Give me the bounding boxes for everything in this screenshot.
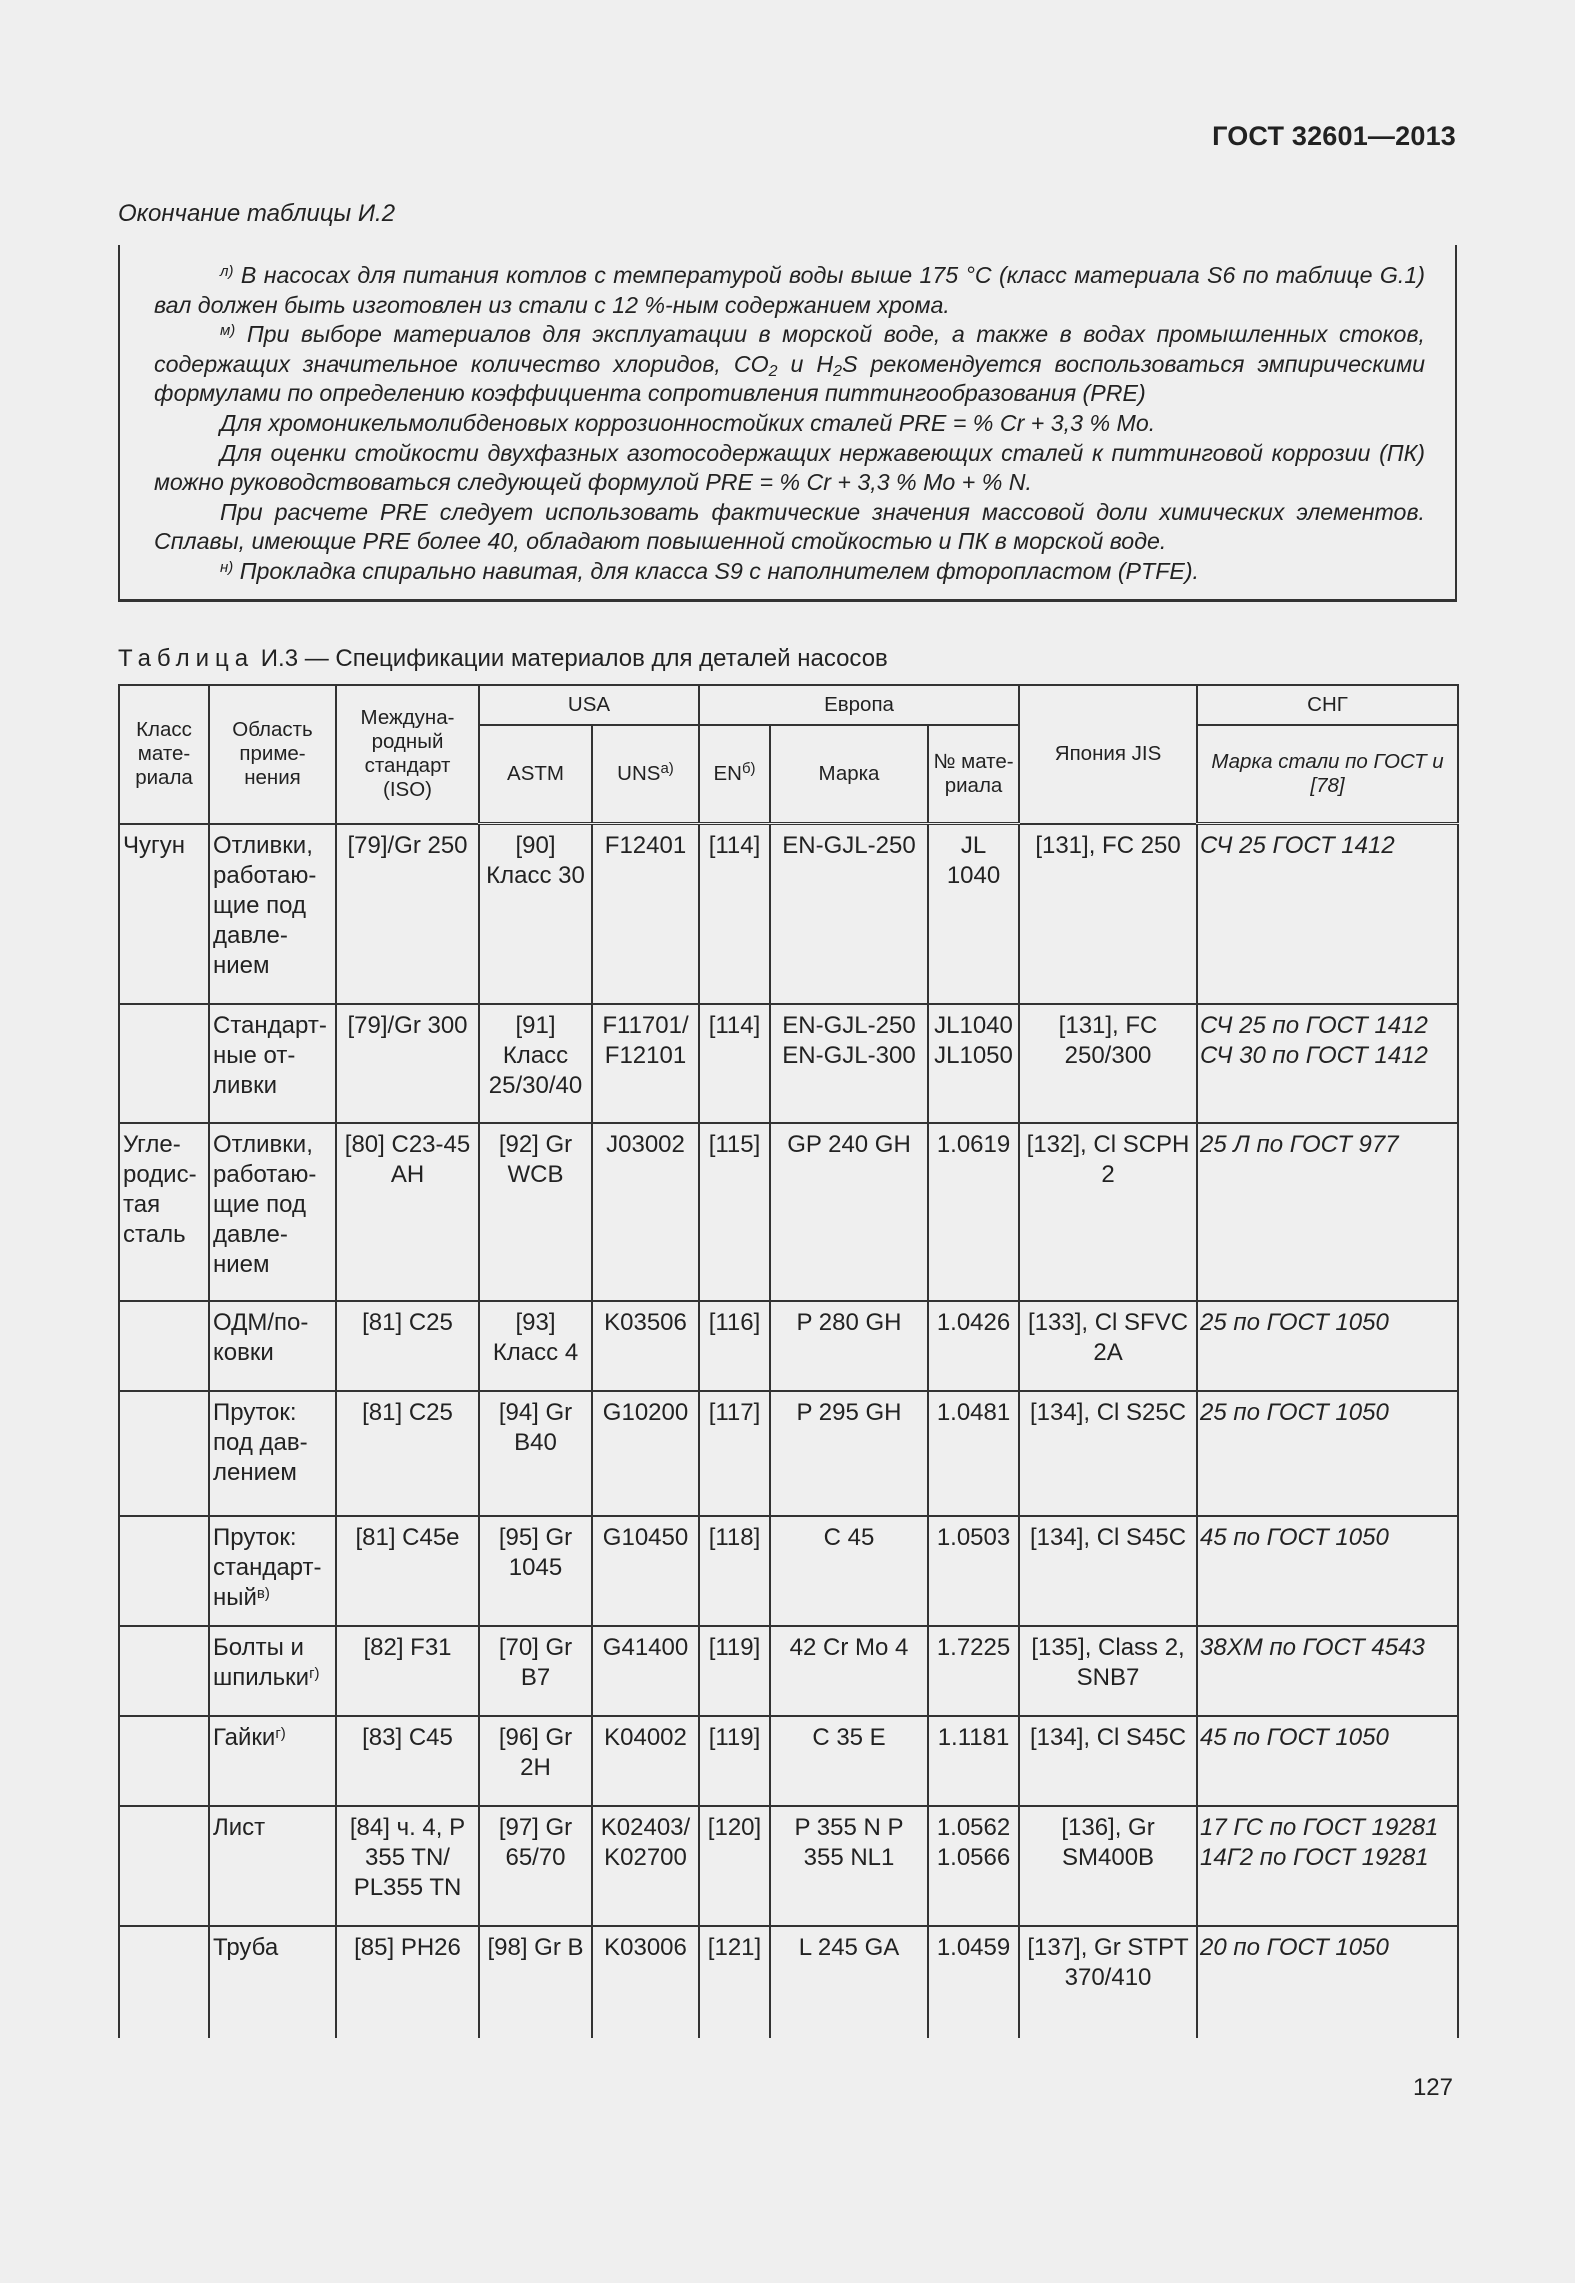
cell-uns: F11701/ F12101 [592,1004,699,1123]
table-row [119,1301,1458,1391]
header-material-number: № мате-риала [928,725,1019,824]
header-cis: СНГ [1197,685,1458,725]
cell-en: [119] [699,1716,770,1806]
cell-cis: СЧ 25 по ГОСТ 1412 СЧ 30 по ГОСТ 1412 [1197,1004,1458,1123]
cell-iso: [81] C45e [336,1516,479,1626]
table-row [119,1926,1458,2038]
cell-en: [120] [699,1806,770,1926]
cell-uns: K03506 [592,1301,699,1391]
cell-cis: 17 ГС по ГОСТ 19281 14Г2 по ГОСТ 19281 [1197,1806,1458,1926]
cell-astm: [90] Класс 30 [479,824,592,1004]
note-n: $^{н)}$ Прокладка спирально навитая, для класса S9 с наполнителем фторопластом (PTFE). [220,557,1199,584]
cell-jis: [134], Cl S25C [1019,1391,1197,1516]
cell-jis: [137], Gr STPT 370/410 [1019,1926,1197,2038]
cell-astm: [95] Gr 1045 [479,1516,592,1626]
table-title: Таблица И.3 — Спецификации материалов для деталей насосов [118,645,888,672]
table-row [119,1716,1458,1806]
cell-material-number: 1.0481 [928,1391,1019,1516]
cell-area: Лист [209,1806,336,1926]
cell-mark: C 45 [770,1516,928,1626]
cell-cis: 38ХМ по ГОСТ 4543 [1197,1626,1458,1716]
cell-en: [121] [699,1926,770,2038]
cell-en: [118] [699,1516,770,1626]
cell-en: [114] [699,824,770,1004]
page-number: 127 [1412,2074,1453,2101]
cell-uns: K02403/ K02700 [592,1806,699,1926]
header-mark: Марка [770,725,928,824]
cell-area: Отливки, работаю-щие под давле-нием [209,1123,336,1301]
header-cis-mark: Марка стали по ГОСТ и [78] [1197,725,1458,824]
cell-uns: G10450 [592,1516,699,1626]
cell-cis: 20 по ГОСТ 1050 [1197,1926,1458,2038]
cell-mark: EN-GJL-250 EN-GJL-300 [770,1004,928,1123]
cell-en: [116] [699,1301,770,1391]
cell-cis: 45 по ГОСТ 1050 [1197,1716,1458,1806]
header-en: $EN^{б)}$ [699,725,770,824]
cell-area: Гайки$^{г)}$ [209,1716,336,1806]
cell-astm: [70] Gr B7 [479,1626,592,1716]
cell-class [119,1391,209,1516]
cell-astm: [92] Gr WCB [479,1123,592,1301]
cell-jis: [131], FC 250/300 [1019,1004,1197,1123]
note-m: $^{м)}$ При выборе материалов для эксплуатации в морской воде, а также в водах промышленных стоков, содержащих значительное количество хлоридов, $CO_2$ и $H_2S$ рекомендуется воспользоваться эмпирическими формулами по определению коэффициента сопротивления питтингообразования (PRE) [154,321,1425,407]
cell-astm: [91] Класс 25/30/40 [479,1004,592,1123]
cell-uns: J03002 [592,1123,699,1301]
cell-class: Угле-родис-тая сталь [119,1123,209,1301]
cell-iso: [82] F31 [336,1626,479,1716]
cell-class [119,1806,209,1926]
cell-class [119,1004,209,1123]
cell-astm: [97] Gr 65/70 [479,1806,592,1926]
note-pre-duplex: Для оценки стойкости двухфазных азотосодержащих нержавеющих сталей к питтинговой коррозии (ПК) можно руководствоваться следующей формулой PRE = % Cr + 3,3 % Mo + % N. [154,439,1425,496]
cell-en: [117] [699,1391,770,1516]
cell-uns: G41400 [592,1626,699,1716]
cell-uns: F12401 [592,824,699,1004]
cell-mark: P 355 N P 355 NL1 [770,1806,928,1926]
header-japan: Япония JIS [1019,685,1197,824]
cell-iso: [81] C25 [336,1301,479,1391]
cell-area: Болты и шпильки$^{г)}$ [209,1626,336,1716]
cell-en: [115] [699,1123,770,1301]
header-iso: Междуна-родный стандарт (ISO) [336,685,479,824]
table-row [119,1626,1458,1716]
cell-area: ОДМ/по-ковки [209,1301,336,1391]
table-continuation-caption: Окончание таблицы И.2 [118,200,396,227]
cell-material-number: JL1040 JL1050 [928,1004,1019,1123]
cell-mark: P 280 GH [770,1301,928,1391]
cell-jis: [131], FC 250 [1019,824,1197,1004]
cell-material-number: 1.0503 [928,1516,1019,1626]
table-row [119,824,1458,1004]
cell-jis: [132], Cl SCPH 2 [1019,1123,1197,1301]
cell-area: Пруток: под дав-лением [209,1391,336,1516]
cell-uns: K04002 [592,1716,699,1806]
cell-astm: [93] Класс 4 [479,1301,592,1391]
table-row [119,1123,1458,1301]
header-astm: ASTM [479,725,592,824]
table-notes-box [118,245,1457,602]
cell-iso: [84] ч. 4, P 355 TN/ PL355 TN [336,1806,479,1926]
cell-jis: [136], Gr SM400B [1019,1806,1197,1926]
cell-class: Чугун [119,824,209,1004]
cell-class [119,1516,209,1626]
cell-cis: 25 Л по ГОСТ 977 [1197,1123,1458,1301]
cell-iso: [85] PH26 [336,1926,479,2038]
cell-material-number: 1.0562 1.0566 [928,1806,1019,1926]
cell-area: Труба [209,1926,336,2038]
note-pre-cr-mo: Для хромоникельмолибденовых коррозионностойких сталей PRE = % Cr + 3,3 % Mo. [220,409,1156,436]
cell-material-number: JL 1040 [928,824,1019,1004]
table-row [119,1806,1458,1926]
cell-uns: G10200 [592,1391,699,1516]
cell-iso: [81] C25 [336,1391,479,1516]
cell-mark: GP 240 GH [770,1123,928,1301]
header-class: Класс мате-риала [119,685,209,824]
cell-mark: P 295 GH [770,1391,928,1516]
cell-astm: [94] Gr B40 [479,1391,592,1516]
cell-jis: [135], Class 2, SNB7 [1019,1626,1197,1716]
cell-iso: [79]/Gr 300 [336,1004,479,1123]
note-pre-calc: При расчете PRE следует использовать фактические значения массовой доли химических элементов. Сплавы, имеющие PRE более 40, обладают повышенной стойкостью и ПК в морской воде. [154,498,1425,555]
cell-mark: C 35 E [770,1716,928,1806]
cell-class [119,1716,209,1806]
cell-area: Пруток: стандарт-ный$^{в)}$ [209,1516,336,1626]
cell-class [119,1926,209,2038]
cell-uns: K03006 [592,1926,699,2038]
cell-cis: 25 по ГОСТ 1050 [1197,1301,1458,1391]
cell-astm: [96] Gr 2H [479,1716,592,1806]
cell-mark: EN-GJL-250 [770,824,928,1004]
header-europe: Европа [699,685,1019,725]
cell-area: Стандарт-ные от-ливки [209,1004,336,1123]
table-row [119,1004,1458,1123]
cell-iso: [80] C23-45 AH [336,1123,479,1301]
cell-iso: [79]/Gr 250 [336,824,479,1004]
cell-cis: 25 по ГОСТ 1050 [1197,1391,1458,1516]
cell-material-number: 1.0426 [928,1301,1019,1391]
cell-en: [114] [699,1004,770,1123]
cell-jis: [134], Cl S45C [1019,1516,1197,1626]
cell-class [119,1301,209,1391]
cell-cis: СЧ 25 ГОСТ 1412 [1197,824,1458,1004]
materials-table [118,684,1459,2038]
document-number: ГОСТ 32601—2013 [1212,121,1456,151]
table-row [119,1516,1458,1626]
header-uns: $UNS^{а)}$ [592,725,699,824]
cell-en: [119] [699,1626,770,1716]
cell-mark: L 245 GA [770,1926,928,2038]
cell-class [119,1626,209,1716]
cell-iso: [83] C45 [336,1716,479,1806]
cell-mark: 42 Cr Mo 4 [770,1626,928,1716]
cell-astm: [98] Gr B [479,1926,592,2038]
header-usa: USA [479,685,699,725]
cell-jis: [134], Cl S45C [1019,1716,1197,1806]
header-area: Область приме-нения [209,685,336,824]
cell-cis: 45 по ГОСТ 1050 [1197,1516,1458,1626]
cell-material-number: 1.0619 [928,1123,1019,1301]
cell-material-number: 1.7225 [928,1626,1019,1716]
cell-area: Отливки, работаю-щие под давле-нием [209,824,336,1004]
table-row [119,1391,1458,1516]
cell-material-number: 1.0459 [928,1926,1019,2038]
cell-material-number: 1.1181 [928,1716,1019,1806]
cell-jis: [133], Cl SFVC 2A [1019,1301,1197,1391]
note-l: $^{л)}$ В насосах для питания котлов с температурой воды выше 175 °C (класс материала S6 по таблице G.1) вал должен быть изготовлен из стали с 12 %-ным содержанием хрома. [154,262,1425,318]
